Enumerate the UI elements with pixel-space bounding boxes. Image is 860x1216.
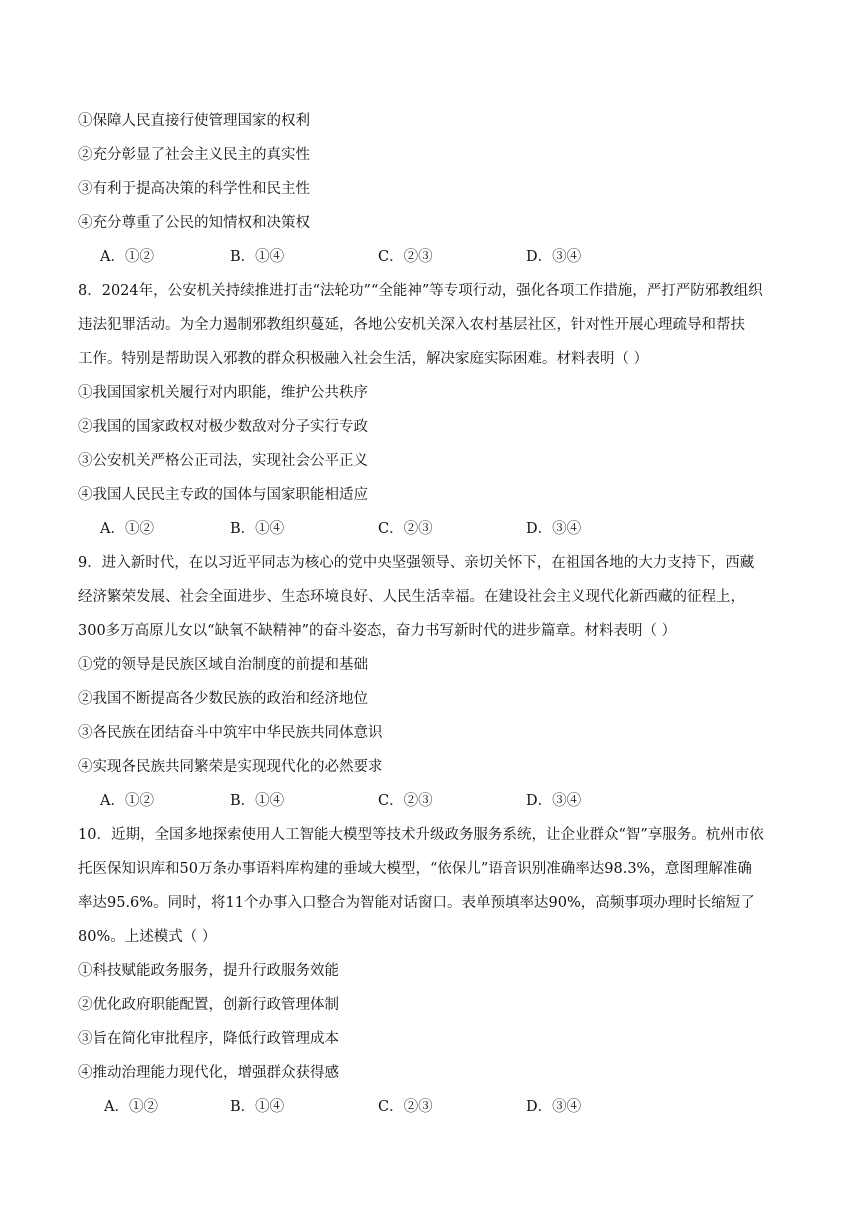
q10-stem-line-2: 托医保知识库和50万条办事语料库构建的垂域大模型，“依保儿”语音识别准确率达98.3%，意图理解准确 [78, 861, 752, 877]
q7-option-a: A．①② [100, 249, 154, 265]
q9-option-a: A．①② [100, 793, 154, 809]
q7-option-b: B．①④ [230, 249, 285, 265]
q9-option-c: C．②③ [378, 793, 433, 809]
q8-stem-line-3: 工作。特别是帮助误入邪教的群众积极融入社会生活，解决家庭实际困难。材料表明（ ） [78, 351, 649, 367]
q8-statement-2: ②我国的国家政权对极少数敌对分子实行专政 [78, 419, 368, 435]
q8-statement-4: ④我国人民民主专政的国体与国家职能相适应 [78, 487, 368, 503]
q10-stem-line-3: 率达95.6%。同时，将11个办事入口整合为智能对话窗口。表单预填率达90%，高频事项办理时长缩短了 [78, 895, 755, 911]
q8-option-a: A．①② [100, 521, 154, 537]
q8-stem-line-2: 违法犯罪活动。为全力遏制邪教组织蔓延，各地公安机关深入农村基层社区，针对性开展心理疏导和帮扶 [78, 317, 745, 333]
q10-stem-line-1: 10．近期，全国多地探索使用人工智能大模型等技术升级政务服务系统，让企业群众“智”享服务。杭州市依 [78, 827, 764, 843]
q9-stem-line-2: 经济繁荣发展、社会全面进步、生态环境良好、人民生活幸福。在建设社会主义现代化新西藏的征程上， [78, 589, 745, 605]
q10-statement-3: ③旨在简化审批程序，降低行政管理成本 [78, 1031, 339, 1047]
q7-statement-2: ②充分彰显了社会主义民主的真实性 [78, 147, 310, 163]
q10-statement-2: ②优化政府职能配置，创新行政管理体制 [78, 997, 339, 1013]
q10-option-c: C．②③ [378, 1099, 433, 1115]
q9-statement-2: ②我国不断提高各少数民族的政治和经济地位 [78, 691, 368, 707]
q7-options [100, 246, 740, 268]
q7-statement-4: ④充分尊重了公民的知情权和决策权 [78, 215, 310, 231]
q10-option-d: D．③④ [526, 1099, 582, 1115]
q10-option-b: B．①④ [230, 1099, 285, 1115]
q8-options [100, 518, 740, 540]
q7-option-d: D．③④ [526, 249, 582, 265]
q9-stem-line-1: 9．进入新时代，在以习近平同志为核心的党中央坚强领导、亲切关怀下，在祖国各地的大力支持下，西藏 [78, 555, 755, 571]
q10-option-a: A．①② [104, 1099, 158, 1115]
q9-option-b: B．①④ [230, 793, 285, 809]
q8-option-c: C．②③ [378, 521, 433, 537]
q9-statement-4: ④实现各民族共同繁荣是实现现代化的必然要求 [78, 759, 383, 775]
q7-statement-1: ①保障人民直接行使管理国家的权利 [78, 113, 310, 129]
q7-statement-3: ③有利于提高决策的科学性和民主性 [78, 181, 310, 197]
q8-stem-line-1: 8．2024年，公安机关持续推进打击“法轮功”“全能神”等专项行动，强化各项工作措施，严打严防邪教组织 [78, 283, 763, 299]
q9-stem-line-3: 300多万高原儿女以“缺氧不缺精神”的奋斗姿态，奋力书写新时代的进步篇章。材料表明（ ） [78, 623, 677, 639]
q10-statement-4: ④推动治理能力现代化，增强群众获得感 [78, 1065, 339, 1081]
q8-option-d: D．③④ [526, 521, 582, 537]
q10-statement-1: ①科技赋能政务服务，提升行政服务效能 [78, 963, 339, 979]
q10-options [104, 1096, 744, 1118]
q9-options [100, 790, 740, 812]
q8-statement-1: ①我国国家机关履行对内职能，维护公共秩序 [78, 385, 368, 401]
q8-statement-3: ③公安机关严格公正司法，实现社会公平正义 [78, 453, 368, 469]
q9-option-d: D．③④ [526, 793, 582, 809]
q8-option-b: B．①④ [230, 521, 285, 537]
q10-stem-line-4: 80%。上述模式（ ） [78, 929, 217, 945]
q9-statement-3: ③各民族在团结奋斗中筑牢中华民族共同体意识 [78, 725, 383, 741]
q7-option-c: C．②③ [378, 249, 433, 265]
q9-statement-1: ①党的领导是民族区域自治制度的前提和基础 [78, 657, 368, 673]
